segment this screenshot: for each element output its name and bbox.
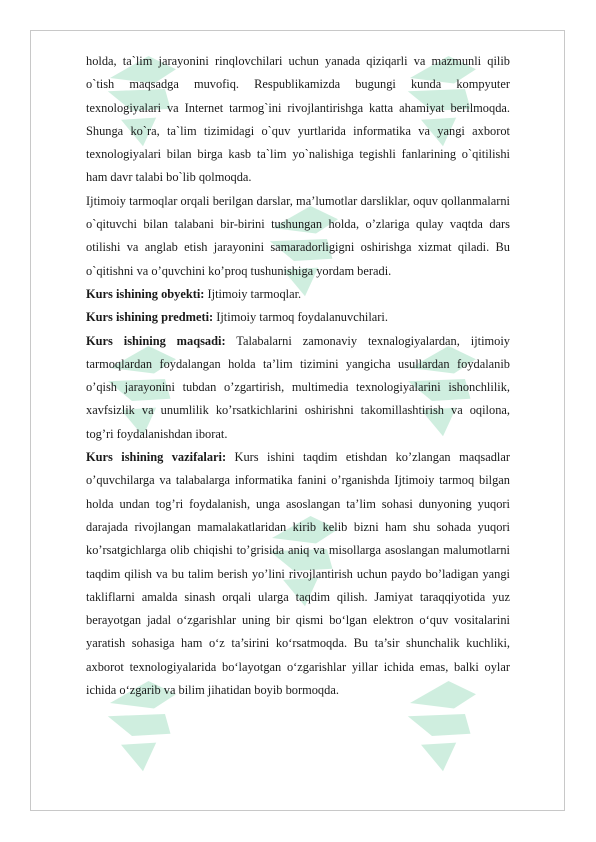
paragraph-goal xyxy=(86,330,510,446)
paragraph-intro: holda, ta`lim jarayonini rinqlovchilari uchun yanada qiziqarli va mazmunli qilib o`tish maqsadga muvofiq. Respublikamizda bugungi kunda kompyuter texnologiyalari va Internet tarmog`ini rivojlantirishga katta ahamiyat berilmoqda. Shunga ko`ra, ta`lim tizimidagi o`quv yurtlarida informatika va yangi axborot texnologiyalari bilan birga kasb ta`lim yo`nalishiga tegishli fanlarining o`qitilishi ham davr talabi bo`lib qolmoqda. xyxy=(86,54,510,185)
object-label: Kurs ishining obyekti: xyxy=(86,286,205,301)
paragraph-subject xyxy=(86,306,510,329)
goal-label: Kurs ishining maqsadi: xyxy=(86,333,226,348)
object-text: Ijtimoiy tarmoqlar. xyxy=(204,286,302,301)
subject-label: Kurs ishining predmeti: xyxy=(86,310,214,325)
paragraph-tasks xyxy=(86,446,510,702)
paragraph-social-networks: Ijtimoiy tarmoqlar orqali berilgan darslar, ma’lumotlar darsliklar, oquv qollanmalarni o`qituvchi bilan talabani bir-birini tushungan holda, o’zlariga qulay vaqtda dars otilishi va anglab etish jarayonini samaradorligigni oshirishga xizmat qiladi. Bu o`qitishni va o’quvchini ko’proq tushunishiga yordam beradi. xyxy=(86,193,510,278)
document-body xyxy=(86,50,510,702)
subject-text: Ijtimoiy tarmoq foydalanuvchilari. xyxy=(213,310,388,325)
tasks-label: Kurs ishining vazifalari: xyxy=(86,450,227,465)
goal-text: Talabalarni zamonaviy texnalogiyalardan, ijtimoiy tarmoqlardan foydalangan holda ta’lim tizimini yangicha usullardan foydalanib o’qish jarayonini tubdan o’zgartirish, multimedia texnologiyalarini ishonchlilik, xavfsizlik va unumlilik ko’rsatkichlarini oshirishni takomillashtirish va oqilona, tog’ri foydalanishdan iborat. xyxy=(86,333,510,441)
tasks-text: Kurs ishini taqdim etishdan ko’zlangan maqsadlar o’quvchilarga va talabalarga informatika fanini o’rganishda Ijtimoiy tarmoq bilgan holda undan tog’ri foydalanish, unga asoslangan ta’lim sohasi dunyoning yuqori darajada rivojlangan mamalakatlaridan kirib kelib bizni ham shu sohada yuqori ko’rsatgichlarga olib chiqishi to’grisida aniq va misollarga asoslangan malumotlarni taqdim qilish va bu talim berish yo’lini rivojlantirish uchun paydo bo’ladigan yangi takliflarni amalda sinash orqali ularga taqdim qilish. Jamiyat taraqqiyotida yuz berayotgan jadal o‘zgarishlar uning bir qismi bo‘lgan elektron o‘quv vositalarini yaratish sohasiga ham o‘z ta’sirini ko‘rsatmoqda. Bu ta’sir shunchalik kuchliki, axborot texnologiyalarida bo‘layotgan o‘zgarishlar yillar ichida emas, balki oylar ichida o‘zgarib va bilim jihatidan boyib bormoqda. xyxy=(86,450,510,698)
paragraph-object xyxy=(86,283,510,306)
